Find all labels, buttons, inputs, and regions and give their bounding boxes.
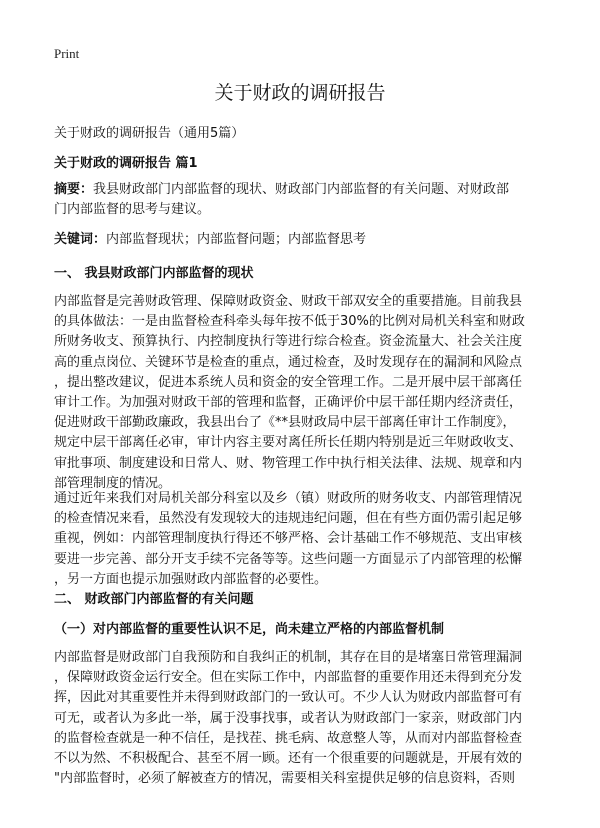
paragraph-line: ，保障财政资金运行安全。但在实际工作中，内部监督的重要作用还未得到充分发 bbox=[54, 670, 523, 686]
paragraph-line: "内部监督时，必须了解被查方的情况，需要相关科室提供足够的信息资料，否则 bbox=[54, 771, 515, 787]
abstract-line: 我县财政部门内部监督的现状、财政部门内部监督的有关问题、对财政部 bbox=[93, 182, 510, 197]
print-link[interactable]: Print bbox=[54, 46, 80, 61]
article-title: 关于财政的调研报告 篇1 bbox=[54, 156, 198, 171]
section-1-heading: 一、 我县财政部门内部监督的现状 bbox=[54, 266, 254, 281]
keywords-label: 关键词： bbox=[54, 232, 107, 247]
paragraph-line: 挥，因此对其重要性并未得到财政部门的一致认可。不少人认为财政内部监督可有 bbox=[54, 690, 523, 706]
paragraph-line: 的具体做法：一是由监督检查科牵头每年按不低于30%的比例对局机关科室和财政 bbox=[54, 314, 525, 330]
paragraph-line: 部管理制度的情况。 bbox=[54, 475, 172, 491]
paragraph-line: 规定中层干部离任必审，审计内容主要对离任所长任期内特别是近三年财政收支、 bbox=[54, 435, 523, 451]
paragraph-line: 要进一步完善、部分开支手续不完备等等。这些问题一方面显示了内部管理的松懈 bbox=[54, 551, 523, 567]
section-2-heading: 二、 财政部门内部监督的有关问题 bbox=[54, 592, 254, 607]
paragraph-line: 通过近年来我们对局机关部分科室以及乡（镇）财政所的财务收支、内部管理情况 bbox=[54, 491, 523, 506]
paragraph-line: 审计工作。为加强对财政干部的管理和监督，正确评价中层干部任期内经济责任， bbox=[54, 395, 523, 411]
paragraph-line: 重视，例如：内部管理制度执行得还不够严格、会计基础工作不够规范、支出审核 bbox=[54, 531, 523, 547]
section-2-subheading-1: （一）对内部监督的重要性认识不足，尚未建立严格的内部监督机制 bbox=[54, 622, 445, 637]
paragraph-line: 促进财政干部勤政廉政，我县出台了《**县财政局中层干部离任审计工作制度》， bbox=[54, 415, 516, 431]
paragraph-line: ，提出整改建议，促进本系统人员和资金的安全管理工作。二是开展中层干部离任 bbox=[54, 374, 523, 390]
paragraph-line: 的检查情况来看，虽然没有发现较大的违规违纪问题，但在有些方面仍需引起足够 bbox=[54, 511, 523, 527]
paragraph-line: 内部监督是完善财政管理、保障财政资金、财政干部双安全的重要措施。目前我县 bbox=[54, 294, 523, 309]
paragraph-line: 不以为然、不积极配合、甚至不屑一顾。还有一个很重要的问题就是，开展有效的 bbox=[54, 751, 523, 767]
paragraph-line: ，另一方面也提示加强财政内部监督的必要性。 bbox=[54, 571, 328, 587]
paragraph-line: 所财务收支、预算执行、内控制度执行等进行综合检查。资金流量大、社会关注度 bbox=[54, 334, 523, 350]
section-1-paragraph-2 bbox=[54, 489, 550, 590]
section-1-paragraph-1 bbox=[54, 292, 550, 494]
abstract bbox=[54, 180, 550, 220]
keywords bbox=[54, 230, 550, 250]
abstract-line: 门内部监督的思考与建议。 bbox=[54, 202, 211, 217]
section-2-paragraph-1 bbox=[54, 648, 550, 789]
paragraph-line: 可无，或者认为多此一举，属于没事找事，或者认为财政部门一家亲，财政部门内 bbox=[54, 710, 523, 726]
abstract-label: 摘要： bbox=[54, 182, 94, 197]
keywords-text: 内部监督现状；内部监督问题；内部监督思考 bbox=[106, 232, 367, 247]
document-subtitle: 关于财政的调研报告（通用5篇） bbox=[54, 126, 245, 141]
document-title: 关于财政的调研报告 bbox=[214, 82, 386, 104]
paragraph-line: 内部监督是财政部门自我预防和自我纠正的机制，其存在目的是堵塞日常管理漏洞 bbox=[54, 650, 523, 665]
paragraph-line: 的监督检查就是一种不信任，是找茬、挑毛病、故意整人等，从而对内部监督检查 bbox=[54, 730, 523, 746]
paragraph-line: 高的重点岗位、关键环节是检查的重点，通过检查，及时发现存在的漏洞和风险点 bbox=[54, 354, 523, 370]
paragraph-line: 审批事项、制度建设和日常人、财、物管理工作中执行相关法律、法规、规章和内 bbox=[54, 455, 523, 471]
